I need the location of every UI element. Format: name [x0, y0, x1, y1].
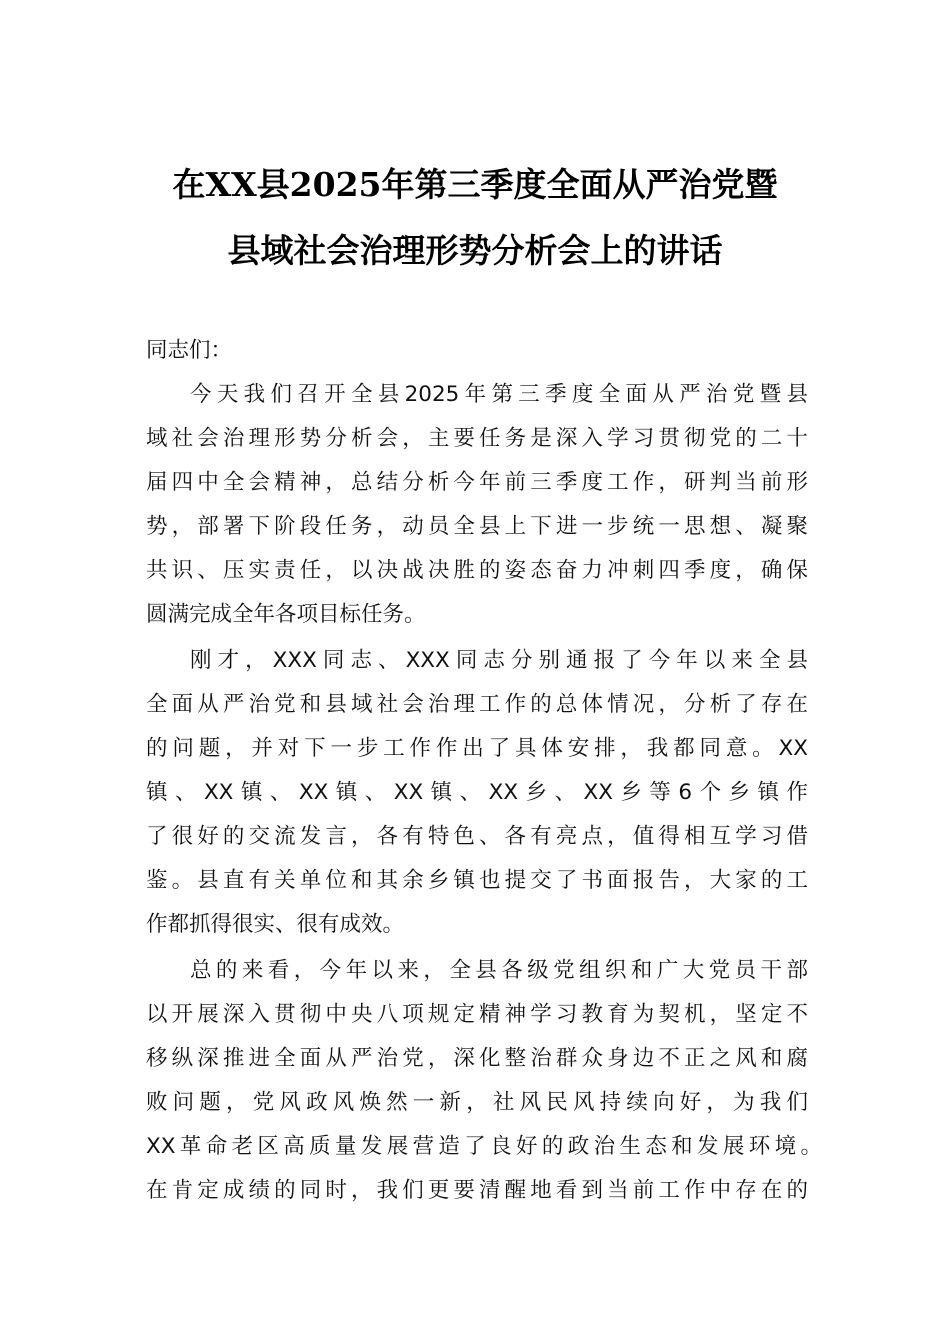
- paragraph-line: 以开展深入贯彻中央八项规定精神学习教育为契机，坚定不: [146, 1002, 808, 1027]
- paragraph-line: 今天我们召开全县2025年第三季度全面从严治党暨县: [190, 382, 808, 407]
- paragraph-line: 镇、XX镇、XX镇、XX镇、XX乡、XX乡等6个乡镇作: [146, 780, 808, 805]
- paragraph-line: 鉴。县直有关单位和其余乡镇也提交了书面报告，大家的工: [146, 868, 808, 893]
- paragraph-line: 作都抓得很实、很有成效。: [146, 912, 405, 937]
- paragraph-line: 共识、压实责任，以决战决胜的姿态奋力冲刺四季度，确保: [146, 558, 808, 583]
- salutation: 同志们：: [146, 338, 233, 363]
- paragraph-line: 势，部署下阶段任务，动员全县上下进一步统一思想、凝聚: [146, 514, 808, 539]
- paragraph-line: 圆满完成全年各项目标任务。: [146, 602, 426, 627]
- paragraph-line: 届四中全会精神，总结分析今年前三季度工作，研判当前形: [146, 470, 808, 495]
- paragraph-line: 移纵深推进全面从严治党，深化整治群众身边不正之风和腐: [146, 1046, 808, 1071]
- paragraph-line: 刚才，XXX同志、XXX同志分别通报了今年以来全县: [190, 648, 808, 673]
- paragraph-line: 在肯定成绩的同时，我们更要清醒地看到当前工作中存在的: [146, 1178, 808, 1203]
- document-title-line-2: 县域社会治理形势分析会上的讲话: [227, 231, 723, 270]
- paragraph-line: 了很好的交流发言，各有特色、各有亮点，值得相互学习借: [146, 824, 808, 849]
- paragraph-line: 域社会治理形势分析会，主要任务是深入学习贯彻党的二十: [146, 426, 808, 451]
- paragraph-line: 的问题，并对下一步工作作出了具体安排，我都同意。XX: [146, 736, 808, 761]
- paragraph-line: XX革命老区高质量发展营造了良好的政治生态和发展环境。: [146, 1134, 822, 1159]
- document-title-line-1: 在XX县2025年第三季度全面从严治党暨: [172, 165, 778, 204]
- paragraph-line: 败问题，党风政风焕然一新，社风民风持续向好，为我们: [146, 1090, 808, 1115]
- paragraph-line: 全面从严治党和县域社会治理工作的总体情况，分析了存在: [146, 692, 808, 717]
- paragraph-line: 总的来看，今年以来，全县各级党组织和广大党员干部: [190, 958, 808, 983]
